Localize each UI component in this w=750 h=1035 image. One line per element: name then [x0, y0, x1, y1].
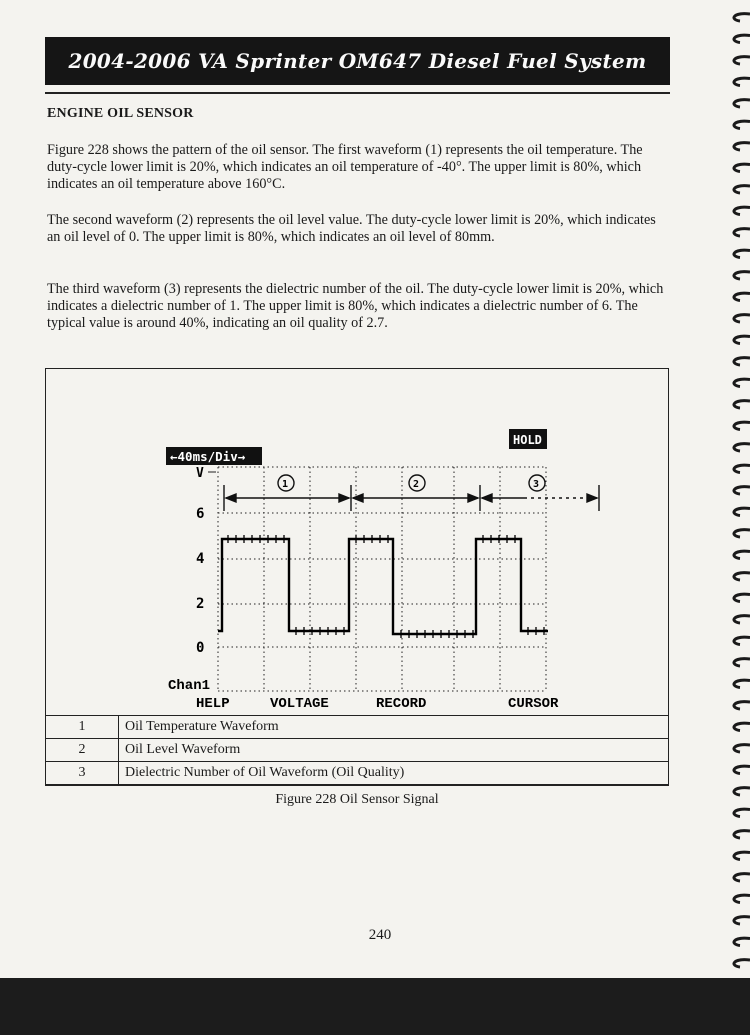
spiral-coil: [734, 573, 750, 580]
timebase-label: ←40ms/Div→: [170, 449, 246, 464]
paragraph-oil-temperature: Figure 228 shows the pattern of the oil sensor. The first waveform (1) represents the oil temperature. The duty-cycle lower limit is 20%, which indicates an oil temperature of -40°. The upper limit is 80%, which indicates an oil temperature above 160°C.: [47, 142, 643, 192]
spiral-coil: [734, 766, 750, 773]
spiral-coil: [734, 594, 750, 601]
legend-number: 1: [46, 716, 119, 739]
spiral-coil: [734, 637, 750, 644]
spiral-coil: [734, 250, 750, 257]
spiral-coil: [734, 143, 750, 150]
spiral-coil: [734, 616, 750, 623]
section-heading: ENGINE OIL SENSOR: [47, 106, 194, 121]
spiral-coil: [734, 723, 750, 730]
spiral-coil: [734, 960, 750, 967]
spiral-coil: [734, 530, 750, 537]
chapter-banner: [45, 37, 670, 85]
spiral-coil: [734, 401, 750, 408]
spiral-coil: [734, 895, 750, 902]
legend-table: [45, 715, 669, 785]
unit-label: V: [196, 466, 204, 481]
spiral-coil: [734, 293, 750, 300]
spiral-coil: [734, 917, 750, 924]
spiral-coil: [734, 164, 750, 171]
trace-noise: [228, 535, 544, 638]
spiral-coil: [734, 809, 750, 816]
spiral-coil: [734, 57, 750, 64]
spiral-coil: [734, 315, 750, 322]
spiral-coil: [734, 465, 750, 472]
hold-badge[interactable]: HOLD: [513, 433, 542, 447]
softkey-cursor[interactable]: CURSOR: [508, 696, 559, 712]
spiral-coil: [734, 100, 750, 107]
spiral-coil: [734, 379, 750, 386]
spiral-coil: [734, 336, 750, 343]
spiral-coil: [734, 702, 750, 709]
legend-label: Oil Temperature Waveform: [119, 716, 669, 739]
y-tick: 6: [196, 506, 205, 522]
spiral-coil: [734, 659, 750, 666]
table-row: [46, 716, 669, 739]
spiral-coil: [734, 272, 750, 279]
table-row: [46, 739, 669, 762]
spiral-coil: [734, 229, 750, 236]
oscilloscope-screen: [46, 369, 668, 715]
spiral-coil: [734, 422, 750, 429]
signal-trace: [218, 539, 548, 634]
spiral-coil: [734, 938, 750, 945]
spiral-coil: [734, 35, 750, 42]
spiral-coil: [734, 788, 750, 795]
legend-number: 3: [46, 762, 119, 785]
softkey-help[interactable]: HELP: [196, 696, 230, 712]
y-tick: 4: [196, 551, 205, 567]
marker-3: 3: [533, 479, 540, 490]
marker-1: 1: [282, 479, 289, 490]
chapter-title: 2004-2006 VA Sprinter OM647 Diesel Fuel System: [68, 49, 647, 73]
spiral-coil: [734, 831, 750, 838]
spiral-coil: [734, 487, 750, 494]
softkey-record[interactable]: RECORD: [376, 696, 427, 712]
spiral-coil: [734, 680, 750, 687]
spiral-coil: [734, 745, 750, 752]
spiral-coil: [734, 508, 750, 515]
spiral-coil: [734, 186, 750, 193]
scan-bottom-edge: [0, 978, 750, 1035]
banner-rule: [45, 92, 670, 94]
spiral-coil: [734, 852, 750, 859]
legend-label: Oil Level Waveform: [119, 739, 669, 762]
graticule: [218, 467, 546, 691]
spiral-coil: [734, 121, 750, 128]
figure-caption: Figure 228 Oil Sensor Signal: [275, 792, 439, 807]
table-row: [46, 762, 669, 785]
legend-label: Dielectric Number of Oil Waveform (Oil Quality): [119, 762, 669, 785]
legend-number: 2: [46, 739, 119, 762]
y-tick: 0: [196, 640, 205, 656]
spiral-coil: [734, 358, 750, 365]
softkey-voltage[interactable]: VOLTAGE: [270, 696, 329, 712]
page-number: 240: [368, 927, 392, 943]
spiral-coil: [734, 78, 750, 85]
marker-badges: [278, 475, 545, 491]
spiral-coil: [734, 14, 750, 21]
marker-2: 2: [413, 479, 420, 490]
y-tick: 2: [196, 596, 205, 612]
spiral-coil: [734, 444, 750, 451]
spiral-binding-icon: [726, 0, 750, 980]
spiral-coil: [734, 551, 750, 558]
spiral-coil: [734, 874, 750, 881]
channel-label: Chan1: [168, 678, 211, 694]
spiral-coil: [734, 207, 750, 214]
paragraph-oil-level: The second waveform (2) represents the oil level value. The duty-cycle lower limit is 20%, which indicates an oil level of 0. The upper limit is 80%, which indicates an oil level of 80mm.: [47, 212, 656, 245]
paragraph-dielectric: The third waveform (3) represents the dielectric number of the oil. The duty-cycle lower limit is 20%, which indicates a dielectric number of 1. The upper limit is 80%, which indicates a dielectric number of 6. The typical value is around 40%, indicating an oil quality of 2.7.: [47, 281, 664, 331]
